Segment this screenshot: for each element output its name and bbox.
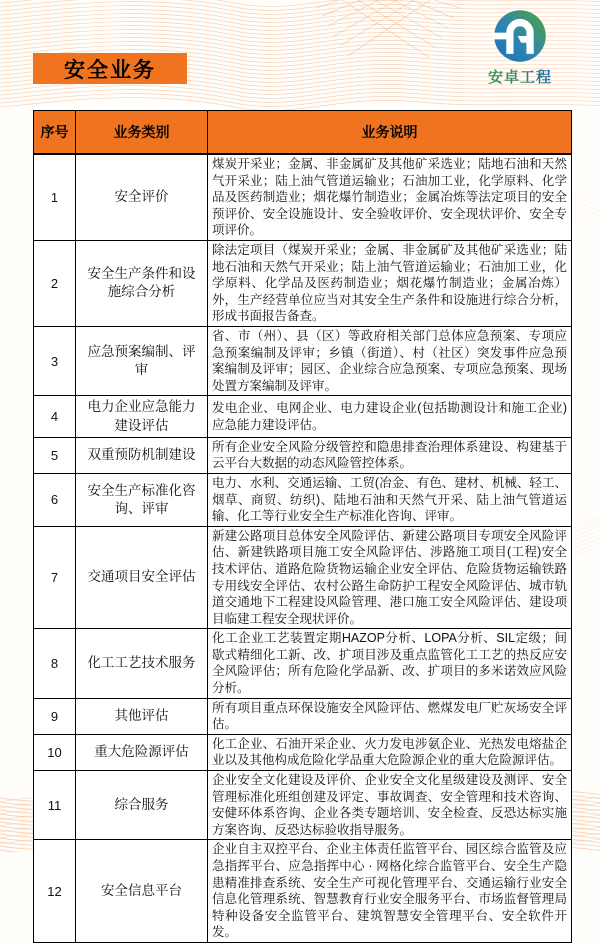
cell-description: 所有项目重点环保设施安全风险评估、燃煤发电厂贮灰场安全评估。 bbox=[208, 698, 572, 734]
table-row bbox=[34, 326, 572, 395]
cell-description: 除法定项目（煤炭开采业；金属、非金属矿及其他矿采选业；陆地石油和天然气开采业；陆上油气管道运输业；石油加工业，化学原料、化学品及医药制造业；烟花爆竹制造业；金属冶炼）外，生产经营单位应当对其安全生产条件和设施进行综合分析，形成书面报告备查。 bbox=[208, 240, 572, 326]
cell-category: 电力企业应急能力建设评估 bbox=[76, 396, 208, 437]
cell-category: 重大危险源评估 bbox=[76, 734, 208, 770]
table-header-row bbox=[34, 111, 572, 155]
table-row bbox=[34, 629, 572, 698]
cell-no: 1 bbox=[34, 154, 76, 240]
cell-description: 煤炭开采业；金属、非金属矿及其他矿采选业；陆地石油和天然气开采业；陆上油气管道运输业；石油加工业，化学原料、化学品及医药制造业；烟花爆竹制造业；金属冶炼等法定项目的安全预评价、安全设施设计、安全验收评价、安全现状评价、安全专项评价。 bbox=[208, 154, 572, 240]
cell-no: 8 bbox=[34, 629, 76, 698]
table-row bbox=[34, 698, 572, 734]
col-header-no: 序号 bbox=[34, 111, 76, 155]
table-row bbox=[34, 154, 572, 240]
cell-category: 应急预案编制、评审 bbox=[76, 326, 208, 395]
table-row bbox=[34, 396, 572, 437]
cell-no: 11 bbox=[34, 771, 76, 840]
cell-no: 4 bbox=[34, 396, 76, 437]
cell-category: 其他评估 bbox=[76, 698, 208, 734]
cell-category: 综合服务 bbox=[76, 771, 208, 840]
cell-description: 省、市（州）、县（区）等政府相关部门总体应急预案、专项应急预案编制及评审；乡镇（街道）、村（社区）突发事件应急预案编制及评审；园区、企业综合应急预案、专项应急预案、现场处置方案编制及评审。 bbox=[208, 326, 572, 395]
cell-category: 交通项目安全评估 bbox=[76, 526, 208, 629]
table-row bbox=[34, 840, 572, 943]
logo-icon bbox=[492, 8, 548, 64]
col-header-description: 业务说明 bbox=[208, 111, 572, 155]
cell-category: 安全生产标准化咨询、评审 bbox=[76, 473, 208, 526]
table-row bbox=[34, 526, 572, 629]
cell-no: 12 bbox=[34, 840, 76, 943]
cell-no: 10 bbox=[34, 734, 76, 770]
page-title: 安全业务 bbox=[33, 53, 187, 84]
table-row bbox=[34, 437, 572, 473]
cell-description: 化工企业工艺装置定期HAZOP分析、LOPA分析、SIL定级；间歇式精细化工新、改、扩项目涉及重点监管化工工艺的热反应安全风险评估；所有危险化学品新、改、扩项目的多米诺效应风险分析。 bbox=[208, 629, 572, 698]
cell-description: 企业自主双控平台、企业主体责任监管平台、园区综合监管及应急指挥平台、应急指挥中心 · 网格化综合监管平台、安全生产隐患精准排查系统、安全生产可视化管理平台、交通运输行业安全信息化管理系统、智慧教育行业安全服务平台、市场监督管理局特种设备安全监管平台、建筑智慧安全管理平台、安全软件开发。 bbox=[208, 840, 572, 943]
logo-text: 安卓工程 bbox=[482, 66, 558, 87]
cell-description: 所有企业安全风险分级管控和隐患排查治理体系建设、构建基于云平台大数据的动态风险管控体系。 bbox=[208, 437, 572, 473]
cell-category: 安全评价 bbox=[76, 154, 208, 240]
cell-category: 安全生产条件和设施综合分析 bbox=[76, 240, 208, 326]
table-row bbox=[34, 473, 572, 526]
cell-category: 安全信息平台 bbox=[76, 840, 208, 943]
cell-no: 7 bbox=[34, 526, 76, 629]
cell-no: 3 bbox=[34, 326, 76, 395]
cell-description: 新建公路项目总体安全风险评估、新建公路项目专项安全风险评估、新建铁路项目施工安全风险评估、涉路施工项目(工程)安全技术评估、道路危险货物运输企业安全评估、危险货物运输铁路专用线安全评估、农村公路生命防护工程安全风险评估、城市轨道交通地下工程建设风险管理、港口施工安全风险评估、建设项目临建工程安全现状评价。 bbox=[208, 526, 572, 629]
cell-no: 9 bbox=[34, 698, 76, 734]
col-header-category: 业务类别 bbox=[76, 111, 208, 155]
cell-category: 双重预防机制建设 bbox=[76, 437, 208, 473]
table-row bbox=[34, 734, 572, 770]
cell-category: 化工工艺技术服务 bbox=[76, 629, 208, 698]
business-table bbox=[33, 110, 572, 943]
cell-description: 化工企业、石油开采企业、火力发电涉氨企业、光热发电熔盐企业以及其他构成危险化学品重大危险源企业的重大危险源评估。 bbox=[208, 734, 572, 770]
cell-description: 企业安全文化建设及评价、企业安全文化星级建设及测评、安全管理标准化班组创建及评定、事故调查、安全管理和技术咨询、安健环体系咨询、企业各类专题培训、安全检查、反恐达标实施方案咨询、反恐达标验收指导服务。 bbox=[208, 771, 572, 840]
cell-description: 电力、水利、交通运输、工贸(冶金、有色、建材、机械、轻工、烟草、商贸、纺织)、陆地石油和天然气开采、陆上油气管道运输、化工等行业安全生产标准化咨询、评审。 bbox=[208, 473, 572, 526]
table-row bbox=[34, 240, 572, 326]
company-logo bbox=[482, 8, 558, 87]
table-row bbox=[34, 771, 572, 840]
cell-no: 5 bbox=[34, 437, 76, 473]
cell-no: 2 bbox=[34, 240, 76, 326]
cell-description: 发电企业、电网企业、电力建设企业(包括勘测设计和施工企业)应急能力建设评估。 bbox=[208, 396, 572, 437]
cell-no: 6 bbox=[34, 473, 76, 526]
